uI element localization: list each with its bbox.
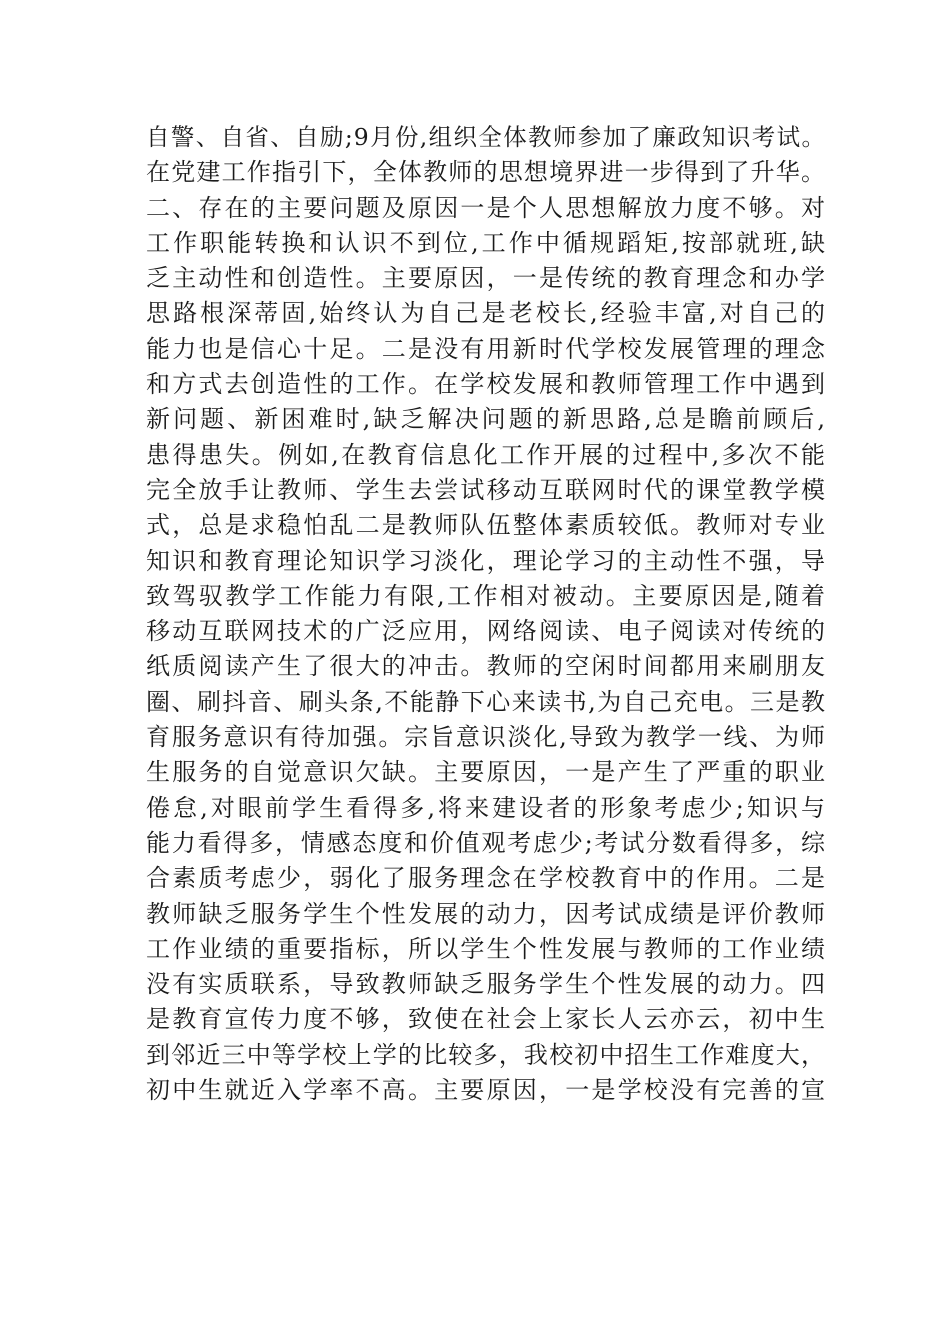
text-line: 移动互联网技术的广泛应用，网络阅读、电子阅读对传统的 bbox=[146, 617, 826, 646]
text-line: 纸质阅读产生了很大的冲击。教师的空闲时间都用来刷朋友 bbox=[146, 652, 826, 681]
text-line: 自警、自省、自励;9月份,组织全体教师参加了廉政知识考试。 bbox=[146, 123, 826, 151]
text-line: 倦怠,对眼前学生看得多,将来建设者的形象考虑少;知识与 bbox=[146, 793, 826, 822]
text-line: 是教育宣传力度不够，致使在社会上家长人云亦云，初中生 bbox=[146, 1005, 826, 1034]
text-line: 和方式去创造性的工作。在学校发展和教师管理工作中遇到 bbox=[146, 370, 826, 399]
text-line: 式，总是求稳怕乱二是教师队伍整体素质较低。教师对专业 bbox=[146, 511, 826, 540]
body-text bbox=[146, 120, 826, 1108]
text-line: 工作职能转换和认识不到位,工作中循规蹈矩,按部就班,缺 bbox=[146, 228, 826, 257]
text-line: 工作业绩的重要指标，所以学生个性发展与教师的工作业绩 bbox=[146, 934, 826, 963]
text-line: 致驾驭教学工作能力有限,工作相对被动。主要原因是,随着 bbox=[146, 581, 826, 610]
text-line: 新问题、新困难时,缺乏解决问题的新思路,总是瞻前顾后, bbox=[146, 405, 826, 434]
text-line: 没有实质联系，导致教师缺乏服务学生个性发展的动力。四 bbox=[146, 970, 826, 999]
text-line: 在党建工作指引下，全体教师的思想境界进一步得到了升华。 bbox=[146, 158, 826, 187]
text-line: 教师缺乏服务学生个性发展的动力，因考试成绩是评价教师 bbox=[146, 899, 826, 928]
text-line: 能力也是信心十足。二是没有用新时代学校发展管理的理念 bbox=[146, 334, 826, 363]
text-line: 患得患失。例如,在教育信息化工作开展的过程中,多次不能 bbox=[146, 440, 826, 469]
text-line: 育服务意识有待加强。宗旨意识淡化,导致为教学一线、为师 bbox=[146, 723, 826, 752]
text-line: 初中生就近入学率不高。主要原因，一是学校没有完善的宣 bbox=[146, 1076, 826, 1105]
text-line: 思路根深蒂固,始终认为自己是老校长,经验丰富,对自己的 bbox=[146, 299, 826, 328]
text-line: 完全放手让教师、学生去尝试移动互联网时代的课堂教学模 bbox=[146, 475, 826, 504]
text-line: 圈、刷抖音、刷头条,不能静下心来读书,为自己充电。三是教 bbox=[146, 687, 826, 716]
text-line: 二、存在的主要问题及原因一是个人思想解放力度不够。对 bbox=[146, 193, 826, 222]
text-line: 合素质考虑少，弱化了服务理念在学校教育中的作用。二是 bbox=[146, 864, 826, 893]
text-line: 能力看得多，情感态度和价值观考虑少;考试分数看得多，综 bbox=[146, 828, 826, 857]
text-line: 乏主动性和创造性。主要原因，一是传统的教育理念和办学 bbox=[146, 264, 826, 293]
text-line: 生服务的自觉意识欠缺。主要原因，一是产生了严重的职业 bbox=[146, 758, 826, 787]
text-line: 到邻近三中等学校上学的比较多，我校初中招生工作难度大， bbox=[146, 1040, 826, 1069]
text-line: 知识和教育理论知识学习淡化，理论学习的主动性不强，导 bbox=[146, 546, 826, 575]
